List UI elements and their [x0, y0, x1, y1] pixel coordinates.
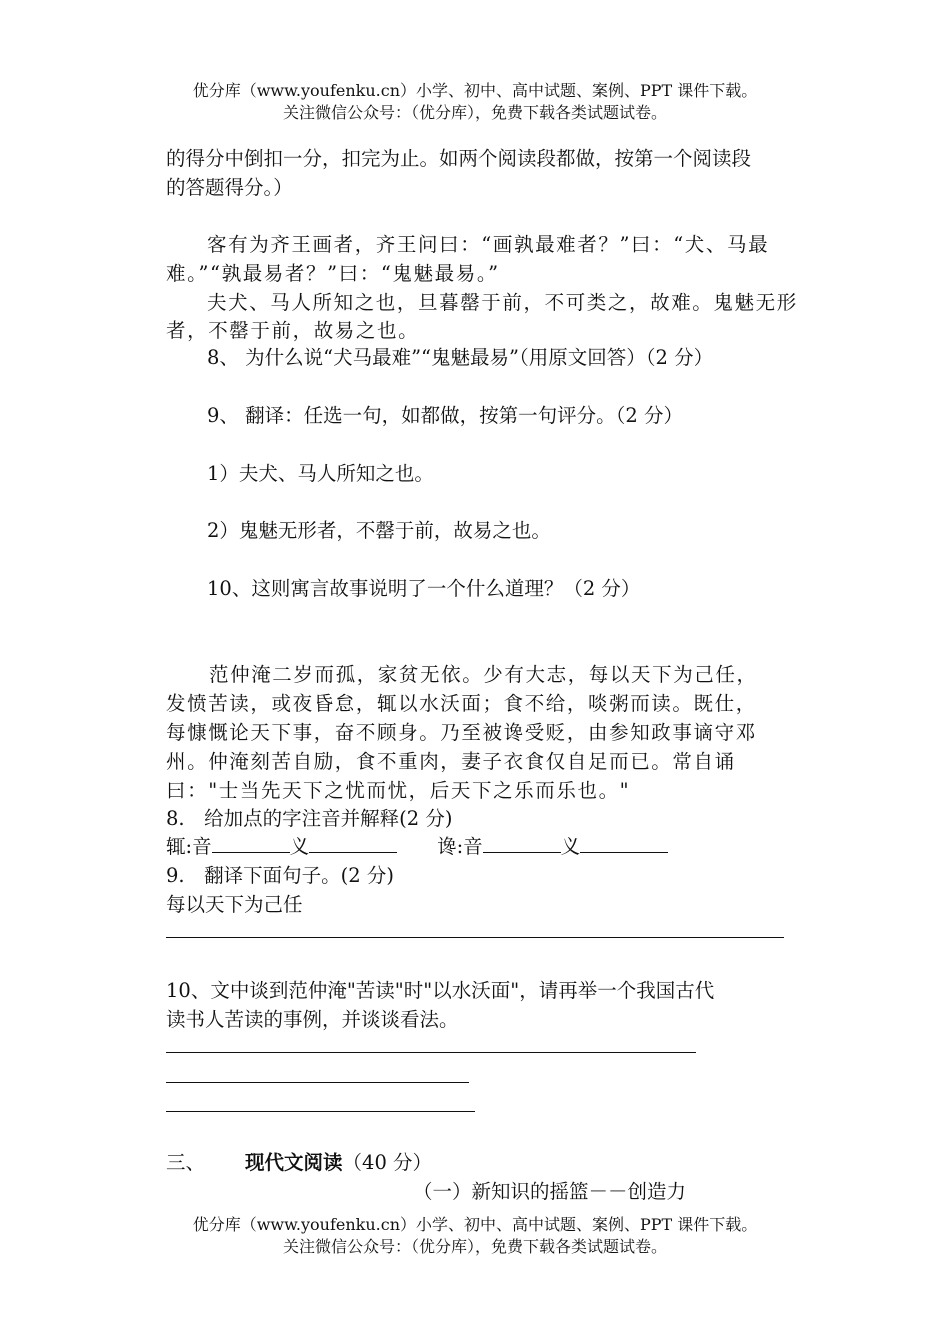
section-3-subtitle: （一）新知识的摇篮－－创造力 [413, 1180, 687, 1203]
question-8-b: 8. 给加点的字注音并解释(2 分) [166, 807, 453, 830]
zhe-meaning-blank[interactable] [309, 834, 397, 853]
char-zhe-label: 辄:音 [166, 835, 212, 858]
header-line-2: 关注微信公众号：（优分库），免费下载各类试题试卷。 [282, 103, 667, 122]
passage1-line-1: 客有为齐王画者，齐王问曰：“画孰最难者？”曰：“犬、马最 [207, 233, 770, 256]
passage1-line-4: 者，不罄于前，故易之也。 [166, 319, 420, 342]
passage1-line-2: 难。”“孰最易者？”曰：“鬼魅最易。” [166, 262, 500, 285]
question-10-b-line-2: 读书人苦读的事例，并谈谈看法。 [166, 1008, 459, 1031]
passage2-line-4: 州。仲淹刻苦自励，食不重肉，妻子衣食仅自足而已。常自诵 [166, 750, 736, 773]
chan-pinyin-blank[interactable] [483, 834, 561, 853]
passage1-line-3: 夫犬、马人所知之也，旦暮罄于前，不可类之，故难。鬼魅无形 [207, 291, 798, 314]
question-8-a: 8、 为什么说“犬马最难”“鬼魅最易”（用原文回答）（2 分） [207, 346, 714, 369]
footer-line-2: 关注微信公众号：（优分库），免费下载各类试题试卷。 [282, 1237, 667, 1256]
zhe-meaning-label: 义 [289, 835, 310, 858]
question-9-b-sentence: 每以天下为己任 [166, 893, 303, 916]
passage2-line-2: 发愤苦读，或夜昏怠，辄以水沃面；食不给，啖粥而读。既仕， [166, 692, 757, 715]
question-8-b-answer-row [166, 831, 668, 859]
chan-meaning-label: 义 [560, 835, 581, 858]
question-10-a: 10、这则寓言故事说明了一个什么道理？（2 分） [207, 577, 641, 600]
answer-line-q10-1[interactable] [166, 1052, 696, 1053]
chan-meaning-blank[interactable] [580, 834, 668, 853]
question-9-a-item-2: 2）鬼魅无形者，不罄于前，故易之也。 [207, 519, 551, 542]
intro-line-1: 的得分中倒扣一分，扣完为止。如两个阅读段都做，按第一个阅读段 [166, 147, 752, 170]
passage2-line-3: 每慷慨论天下事，奋不顾身。乃至被谗受贬，由参知政事谪守邓 [166, 721, 757, 744]
question-9-a-item-1: 1）夫犬、马人所知之也。 [207, 462, 434, 485]
header-line-1: 优分库（www.youfenku.cn）小学、初中、高中试题、案例、PPT 课件下载。 [192, 81, 758, 100]
section-3-heading [166, 1147, 432, 1175]
answer-line-q10-3[interactable] [166, 1111, 475, 1112]
char-chan-label: 谗:音 [437, 835, 483, 858]
question-9-a: 9、 翻译：任选一句，如都做，按第一句评分。（2 分） [207, 404, 683, 427]
question-10-b-line-1: 10、文中谈到范仲淹"苦读"时"以水沃面"，请再举一个我国古代 [166, 979, 715, 1002]
section-3-title: 现代文阅读 [245, 1151, 343, 1174]
section-3-number: 三、 [166, 1151, 206, 1174]
answer-line-q9[interactable] [166, 937, 784, 938]
passage2-line-1: 范仲淹二岁而孤，家贫无依。少有大志，每以天下为己任， [209, 663, 758, 686]
footer-line-1: 优分库（www.youfenku.cn）小学、初中、高中试题、案例、PPT 课件下载。 [192, 1215, 758, 1234]
answer-line-q10-2[interactable] [166, 1082, 469, 1083]
passage2-line-5: 曰："士当先天下之忧而忧，后天下之乐而乐也。" [166, 779, 631, 802]
question-9-b: 9. 翻译下面句子。(2 分) [166, 864, 394, 887]
intro-line-2: 的答题得分。） [166, 176, 293, 199]
zhe-pinyin-blank[interactable] [212, 834, 290, 853]
section-3-score: （40 分） [342, 1151, 433, 1174]
